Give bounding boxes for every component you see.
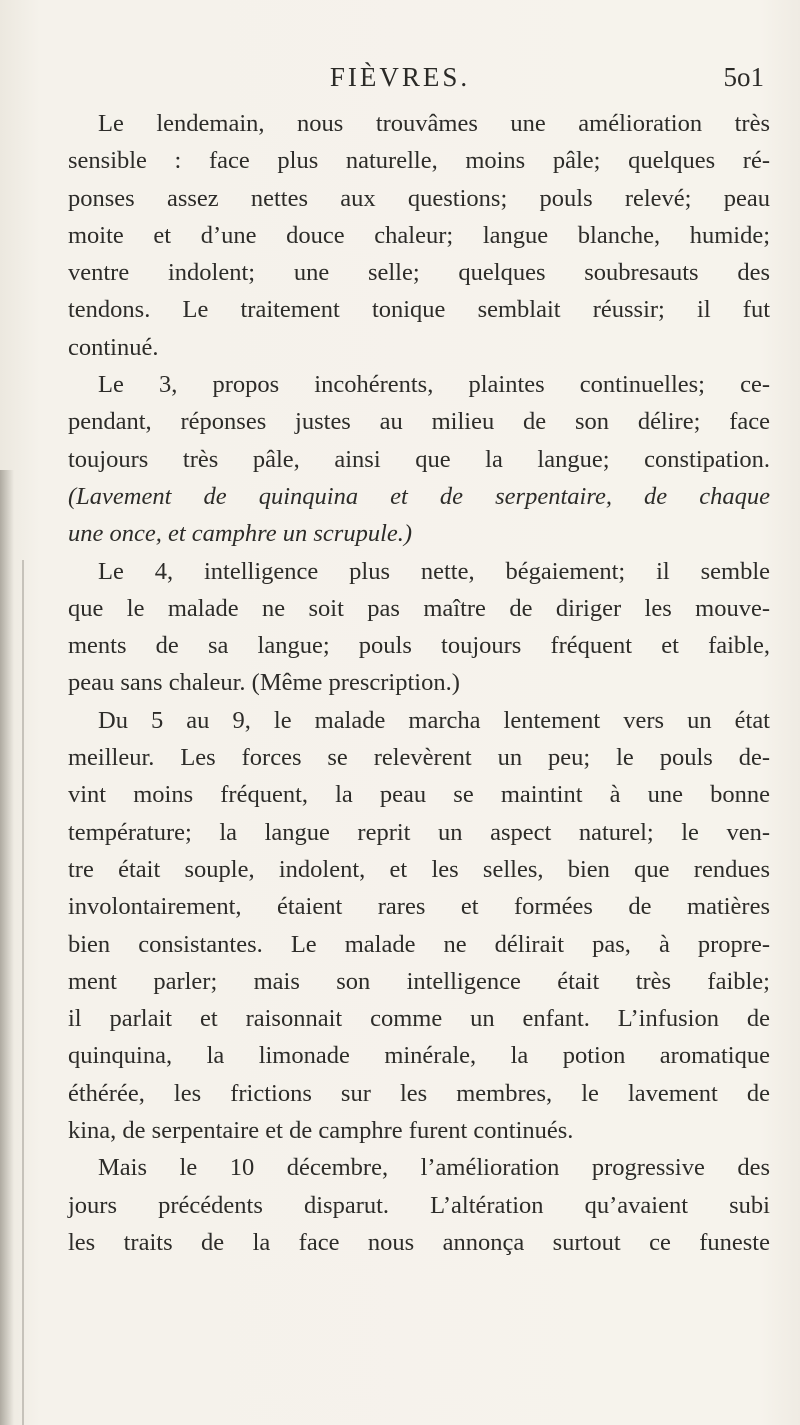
binding-shadow [0,470,14,1425]
text-line: ponses assez nettes aux questions; pouls relevé; peau [68,184,770,212]
text-line: Mais le 10 décembre, l’amélioration progressive des [98,1154,770,1182]
text-line: Le 3, propos incohérents, plaintes continuelles; ce- [98,371,770,399]
text-line: peau sans chaleur. (Même prescription.) [68,669,460,697]
text-line: tendons. Le traitement tonique semblait réussir; il fut [68,296,770,324]
text-line: pendant, réponses justes au milieu de son délire; face [68,408,770,436]
running-head [0,62,800,102]
text-line: il parlait et raisonnait comme un enfant. L’infusion de [68,1005,770,1033]
page-number: 5o1 [723,62,764,92]
text-line: Le lendemain, nous trouvâmes une amélioration très [98,110,770,137]
running-title: FIÈVRES. [329,62,471,92]
text-line: continué. [68,333,159,361]
text-line: Le 4, intelligence plus nette, bégaiement; il semble [98,557,770,585]
text-line: meilleur. Les forces se relevèrent un peu; le pouls de- [68,744,770,772]
text-line: éthérée, les frictions sur les membres, le lavement de [68,1079,770,1107]
text-line: sensible : face plus naturelle, moins pâle; quelques ré- [68,147,770,175]
prescription-line: une once, et camphre un scrupule.) [68,520,413,548]
text-line: ment parler; mais son intelligence était très faible; [68,967,770,995]
body-text [68,105,770,1261]
text-line: bien consistantes. Le malade ne délirait pas, à propre- [68,930,770,958]
text-line: vint moins fréquent, la peau se maintint à une bonne [68,781,770,809]
text-line: que le malade ne soit pas maître de diriger les mouve- [68,594,770,622]
text-line: les traits de la face nous annonça surtout ce funeste [68,1228,770,1256]
text-line: ments de sa langue; pouls toujours fréquent et faible, [68,632,770,660]
text-line: involontairement, étaient rares et formées de matières [68,893,770,921]
text-line: jours précédents disparut. L’altération qu’avaient subi [68,1191,770,1219]
text-line: ventre indolent; une selle; quelques soubresauts des [68,259,770,287]
text-line: Du 5 au 9, le malade marcha lentement vers un état [98,706,770,734]
text-line: kina, de serpentaire et de camphre furent continués. [68,1117,574,1145]
text-line: toujours très pâle, ainsi que la langue; constipation. [68,445,770,473]
text-line: température; la langue reprit un aspect naturel; le ven- [68,818,770,846]
prescription-line: (Lavement de quinquina et de serpentaire, de chaque [68,482,770,510]
text-line: moite et d’une douce chaleur; langue blanche, humide; [68,221,770,249]
binding-edge [22,560,24,1425]
text-line: tre était souple, indolent, et les selles, bien que rendues [68,855,770,883]
text-line: quinquina, la limonade minérale, la potion aromatique [68,1042,770,1070]
